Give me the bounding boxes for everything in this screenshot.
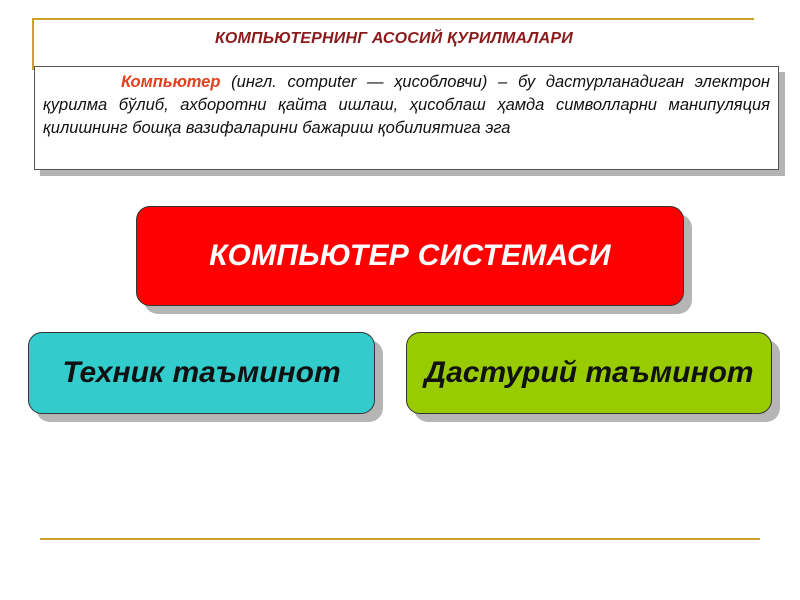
computer-system-label: КОМПЬЮТЕР СИСТЕМАСИ xyxy=(209,239,611,272)
definition-text: (ингл. computer — ҳисобловчи) – бу дастурланадиган электрон қурилма бўлиб, ахборотни қайта ишлаш, ҳисоблаш ҳамда символларни манипуляция қилишнинг бошқа вазифаларини бажариш қобилиятига эга xyxy=(43,73,770,137)
slide-title: КОМПЬЮТЕРНИНГ АСОСИЙ ҚУРИЛМАЛАРИ xyxy=(215,30,573,47)
computer-system-box xyxy=(136,206,684,306)
definition-box xyxy=(34,66,779,170)
hardware-box xyxy=(28,332,375,414)
bottom-divider xyxy=(40,538,760,540)
definition-term: Компьютер xyxy=(121,73,221,91)
hardware-label: Техник таъминот xyxy=(62,356,341,389)
software-label: Дастурий таъминот xyxy=(424,356,754,389)
software-box xyxy=(406,332,772,414)
